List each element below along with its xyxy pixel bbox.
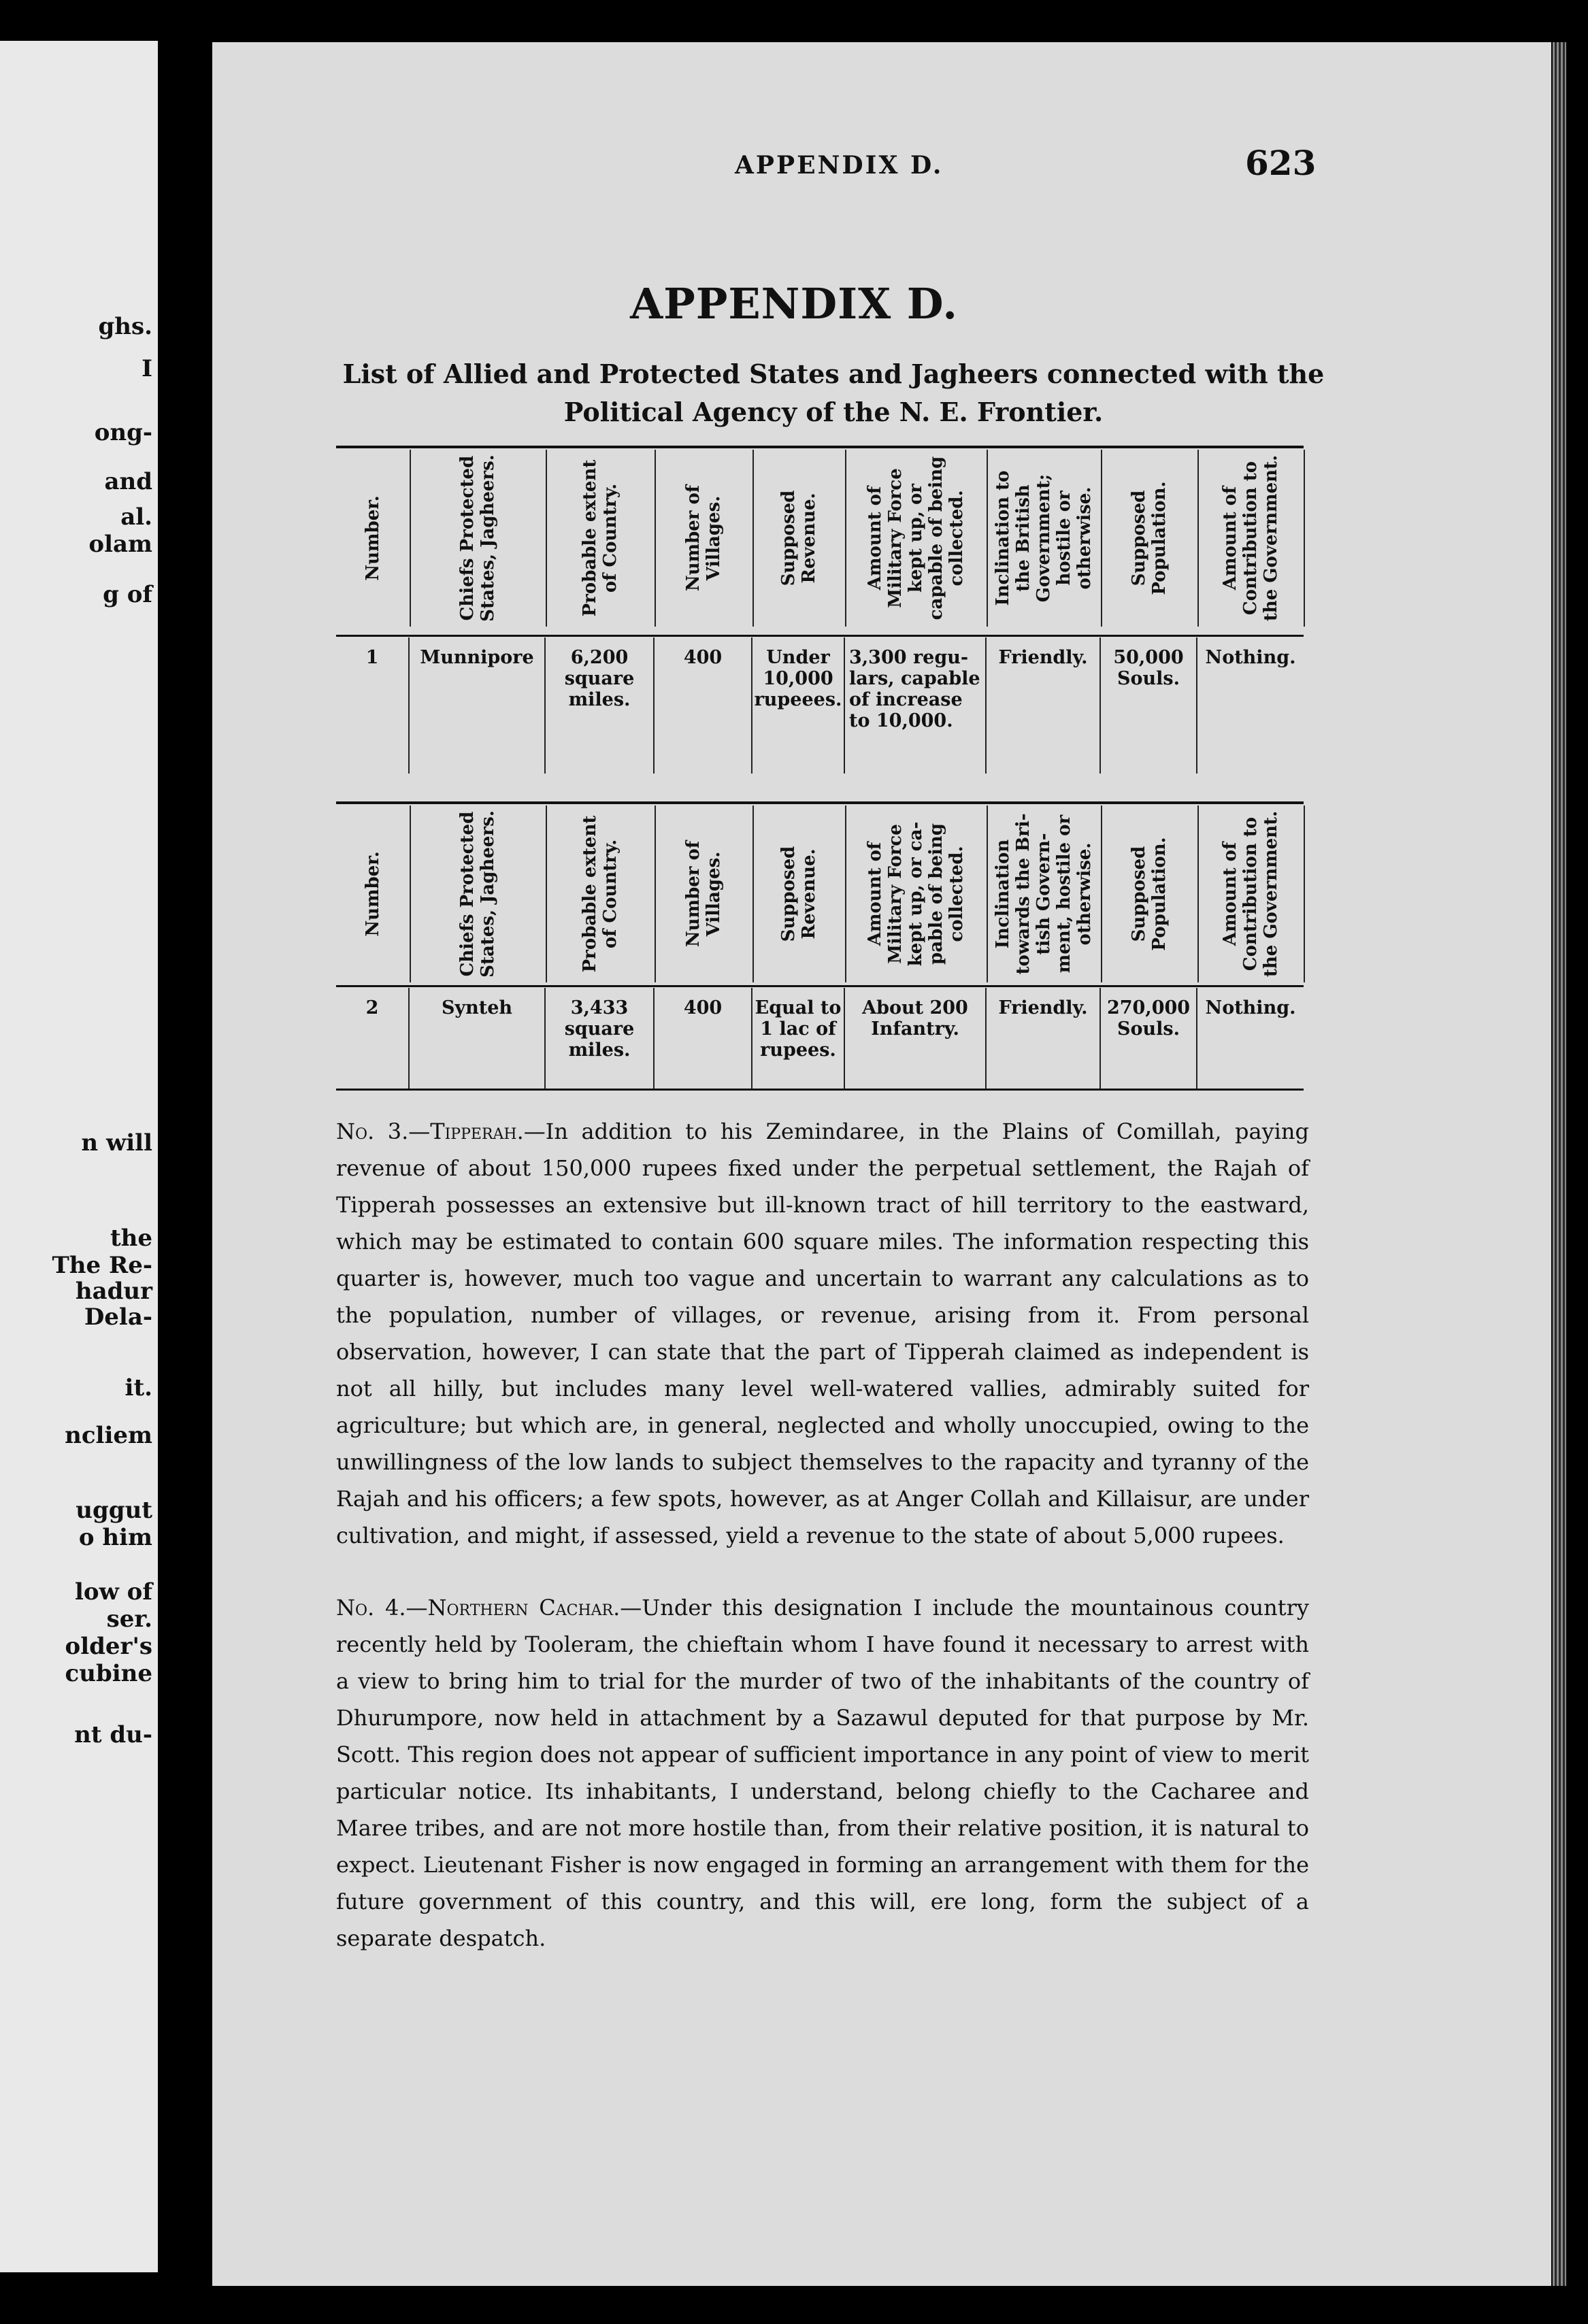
- left-page-fragment: Dela-: [84, 1304, 152, 1331]
- table-header-cell: Amount of Military Force kept up, or ca- pable of being collected.: [845, 806, 988, 982]
- table-header-cell: Amount of Contribution to the Government.: [1197, 806, 1305, 982]
- table-cell: 2: [336, 988, 410, 1090]
- running-head: APPENDIX D.: [735, 151, 944, 180]
- table-header-cell: Probable extent of Country.: [546, 450, 656, 627]
- table-cell: Nothing.: [1205, 647, 1296, 668]
- table-cell: Equal to 1 lac of rupees.: [752, 988, 845, 1090]
- table-cell: 1: [336, 637, 410, 774]
- table-cell: Synteh: [410, 988, 546, 1090]
- states-table-1: [336, 446, 1304, 779]
- table-header-cell: Supposed Population.: [1101, 806, 1199, 982]
- page-number: 623: [1245, 143, 1317, 183]
- table-header-cell: Supposed Revenue.: [752, 450, 846, 627]
- left-page-fragment: uggut: [76, 1497, 152, 1524]
- paragraph-tipperah: [336, 1113, 1309, 1554]
- left-page-fragment: hadur: [75, 1278, 152, 1305]
- table-cell: Under 10,000 rupeees.: [752, 637, 845, 774]
- table-header-cell: Number of Villages.: [655, 450, 754, 627]
- paragraph-lead: No. 3.—Tipperah.—: [336, 1118, 546, 1144]
- states-table-2: [336, 801, 1304, 1094]
- table-cell: 6,200 square miles.: [546, 637, 655, 774]
- table-header-cell: Chiefs Protected States, Jagheers.: [410, 450, 547, 627]
- paragraph-text: In addition to his Zemindaree, in the Plains of Comillah, paying revenue of about 150,000 rupees fixed under the perpetual settlement, the Rajah of Tipperah possesses an extensive but ill-known tract of hill territory to the eastward, which may be estimated to contain 600 square miles. The information respecting this quarter is, however, much too vague and uncertain to warrant any calculations as to the population, number of villages, or revenue, arising from it. From personal observation, however, I can state that the part of Tipperah claimed as independent is not all hilly, but includes many level well-watered vallies, admirably suited for agriculture; but which are, in general, neglected and wholly unoccupied, owing to the unwillingness of the low lands to subject themselves to the rapacity and tyranny of the Rajah and his officers; a few spots, however, as at Anger Collah and Killaisur, are under cultivation, and might, if assessed, yield a revenue to the state of about 5,000 rupees.: [336, 1118, 1309, 1548]
- table-cell: 3,300 regu- lars, capable of increase to 10,000.: [845, 637, 987, 774]
- table-cell: 400: [655, 637, 752, 774]
- table-header-cell: Number of Villages.: [655, 806, 754, 982]
- table-header-cell: Probable extent of Country.: [546, 806, 656, 982]
- paragraph-text: Under this designation I include the mountainous country recently held by Tooleram, the chieftain whom I have found it necessary to arrest with a view to bring him to trial for the murder of two of the inhabitants of the country of Dhurumpore, now held in attachment by a Sazawul deputed for that purpose by Mr. Scott. This region does not appear of sufficient importance in any point of view to merit particular notice. Its inhabitants, I understand, belong chiefly to the Cacharee and Maree tribes, and are not more hostile than, from their relative position, it is natural to expect. Lieutenant Fisher is now engaged in forming an arrangement with them for the future government of this country, and this will, ere long, form the subject of a separate despatch.: [336, 1595, 1309, 1951]
- table-cell: 400: [655, 988, 752, 1090]
- table-header-cell: Number.: [336, 806, 411, 982]
- page-edge: [1553, 42, 1566, 2286]
- table-cell: Friendly.: [987, 637, 1101, 774]
- left-page-fragment: cubine: [65, 1660, 152, 1687]
- table-cell: Munnipore: [410, 637, 546, 774]
- table-header-cell: Inclination to the British Government; hostile or otherwise.: [987, 450, 1102, 627]
- left-page-fragment: n will: [81, 1129, 152, 1157]
- left-page-fragment: and: [104, 468, 152, 495]
- left-page-fragment: olam: [88, 531, 152, 558]
- left-page-fragment: it.: [125, 1374, 152, 1401]
- left-page-fragment: older's: [65, 1633, 152, 1660]
- table-header-cell: Amount of Contribution to the Government.: [1197, 450, 1305, 627]
- left-page-fragment: ser.: [106, 1606, 152, 1633]
- left-page-fragment: nt du-: [74, 1721, 152, 1748]
- left-page-fragment: g of: [103, 581, 152, 608]
- table-header-cell: Supposed Revenue.: [752, 806, 846, 982]
- table-cell: 3,433 square miles.: [546, 988, 655, 1090]
- table-cell: 270,000 Souls.: [1101, 988, 1197, 1090]
- table-header-cell: Number.: [336, 450, 411, 627]
- table-header-cell: Supposed Population.: [1101, 450, 1199, 627]
- left-page-fragment: al.: [120, 503, 152, 531]
- page-subtitle: List of Allied and Protected States and Jagheers connected with the Political Agency of the N. E. Frontier.: [342, 359, 1325, 427]
- left-page-strip: [0, 41, 158, 2272]
- table-cell: 50,000 Souls.: [1101, 637, 1197, 774]
- left-page-fragment: ncliem: [65, 1422, 152, 1449]
- table-cell: Nothing.: [1205, 997, 1296, 1018]
- left-page-fragment: ghs.: [98, 313, 152, 340]
- paragraph-lead: No. 4.—Northern Cachar.—: [336, 1595, 642, 1621]
- table-header-cell: Amount of Military Force kept up, or capable of being collected.: [845, 450, 988, 627]
- table-header-cell: Inclination towards the Bri- tish Govern- ment, hostile or otherwise.: [987, 806, 1102, 982]
- table-cell: Friendly.: [987, 988, 1101, 1090]
- paragraph-northern-cachar: [336, 1589, 1309, 1957]
- left-page-fragment: o him: [78, 1524, 152, 1551]
- left-page-fragment: I: [142, 355, 152, 382]
- table-header-cell: Chiefs Protected States, Jagheers.: [410, 806, 547, 982]
- left-page-fragment: low of: [74, 1578, 152, 1606]
- left-page-fragment: ong-: [94, 419, 152, 446]
- left-page-fragment: The Re-: [52, 1252, 152, 1279]
- page-title: APPENDIX D.: [630, 279, 958, 329]
- left-page-fragment: the: [110, 1225, 152, 1252]
- table-cell: About 200 Infantry.: [845, 988, 987, 1090]
